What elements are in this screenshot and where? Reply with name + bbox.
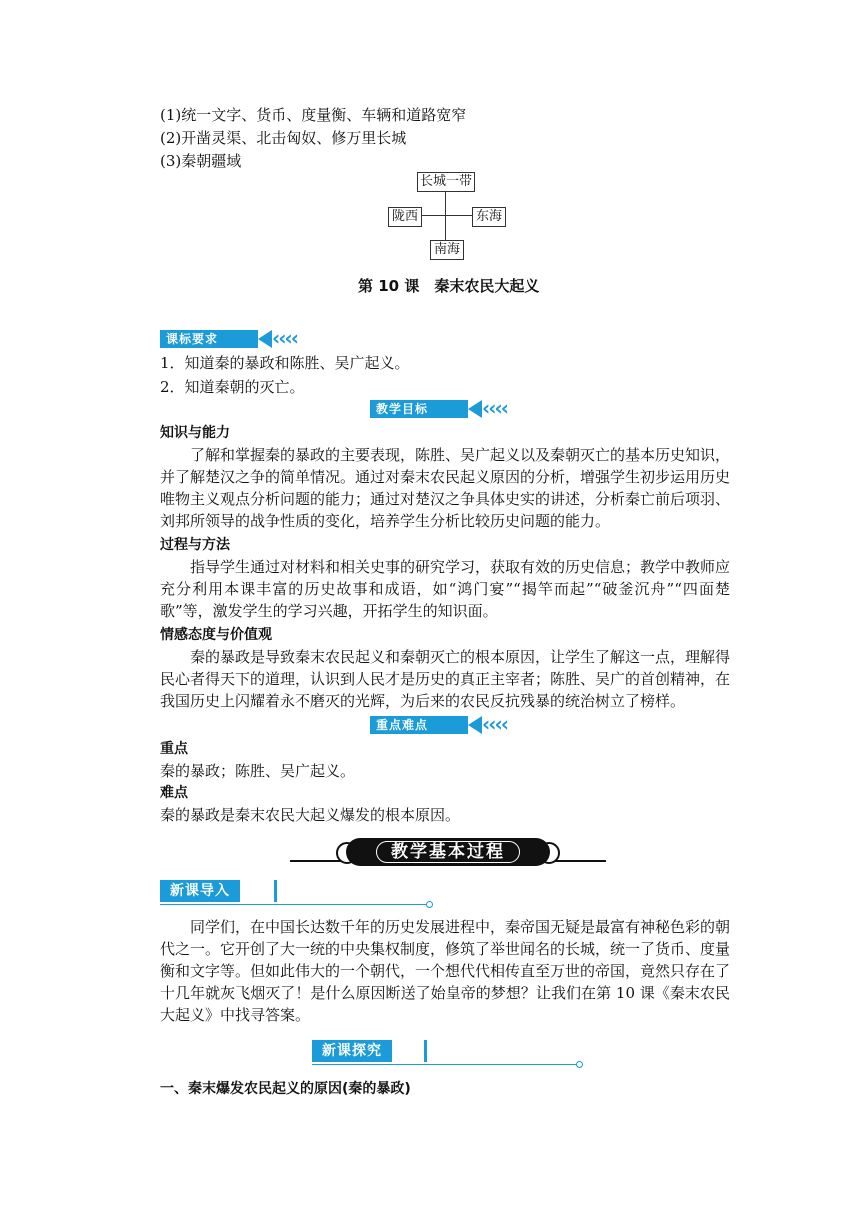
key-heading: 重点 xyxy=(160,741,188,757)
objective-heading: 过程与方法 xyxy=(160,537,230,553)
key-points-banner-label: 重点难点 xyxy=(370,716,468,734)
objective-heading: 情感态度与价值观 xyxy=(160,627,272,643)
objective-paragraph: 秦的暴政是导致秦末农民起义和秦朝灭亡的根本原因，让学生了解这一点，理解得民心者得天下的道理，认识到人民才是历史的真正主宰者；陈胜、吴广的首创精神，在我国历史上闪耀着永不磨灭的光辉，为后来的农民反抗残暴的统治树立了榜样。 xyxy=(160,648,731,710)
objective-paragraph: 指导学生通过对材料和相关史事的研究学习，获取有效的历史信息；教学中教师应充分利用本课丰富的历史故事和成语，如“鸿门宴”“揭竿而起”“破釜沉舟”“四面楚歌”等，激发学生的学习兴趣，开拓学生的知识面。 xyxy=(160,558,731,620)
list-item: (2)开凿灵渠、北击匈奴、修万里长城 xyxy=(160,129,407,147)
list-item: (1)统一文字、货币、度量衡、车辆和道路宽窄 xyxy=(160,106,467,124)
intro-tag: 新课导入 xyxy=(160,880,240,902)
objective-heading: 知识与能力 xyxy=(160,425,230,441)
key-points-banner xyxy=(370,712,530,736)
curriculum-banner-label: 课标要求 xyxy=(160,330,258,348)
process-title: 教学基本过程 xyxy=(391,842,505,862)
chevrons-icon: ‹‹‹‹ xyxy=(272,326,297,350)
lesson-title: 第 10 课 秦末农民大起义 xyxy=(358,277,540,295)
difficulty-heading: 难点 xyxy=(160,785,188,801)
map-south-label: 南海 xyxy=(430,240,464,260)
difficulty-text: 秦的暴政是秦末农民大起义爆发的根本原因。 xyxy=(160,806,461,824)
list-item: (3)秦朝疆域 xyxy=(160,152,242,170)
curriculum-banner xyxy=(160,326,320,350)
chevrons-icon: ‹‹‹‹ xyxy=(482,712,507,736)
map-north-label: 长城一带 xyxy=(417,172,475,192)
map-east-label: 东海 xyxy=(472,207,506,227)
objective-paragraph: 了解和掌握秦的暴政的主要表现，陈胜、吴广起义以及秦朝灭亡的基本历史知识，并了解楚汉之争的简单情况。通过对秦末农民起义原因的分析，增强学生初步运用历史唯物主义观点分析问题的能力；通过对楚汉之争具体史实的讲述，分析秦亡前后项羽、刘邦所领导的战争性质的变化，培养学生分析比较历史问题的能力。 xyxy=(160,446,731,530)
objectives-banner xyxy=(370,396,530,420)
curriculum-item: 2．知道秦朝的灭亡。 xyxy=(160,378,305,396)
intro-paragraph: 同学们，在中国长达数千年的历史发展进程中，秦帝国无疑是最富有神秘色彩的朝代之一。它开创了大一统的中央集权制度，修筑了举世闻名的长城，统一了货币、度量衡和文字等。但如此伟大的一个朝代，一个想代代相传直至万世的帝国，竟然只存在了十几年就灰飞烟灭了！是什么原因断送了始皇帝的梦想？让我们在第 10 课《秦末农民大起义》中找寻答案。 xyxy=(160,918,731,1024)
section-heading: 一、秦末爆发农民起义的原因(秦的暴政) xyxy=(160,1081,411,1097)
curriculum-item: 1．知道秦的暴政和陈胜、吴广起义。 xyxy=(160,354,410,372)
key-text: 秦的暴政；陈胜、吴广起义。 xyxy=(160,762,356,780)
map-west-label: 陇西 xyxy=(388,207,422,227)
objectives-banner-label: 教学目标 xyxy=(370,400,468,418)
explore-tag: 新课探究 xyxy=(312,1040,392,1062)
chevrons-icon: ‹‹‹‹ xyxy=(482,396,507,420)
